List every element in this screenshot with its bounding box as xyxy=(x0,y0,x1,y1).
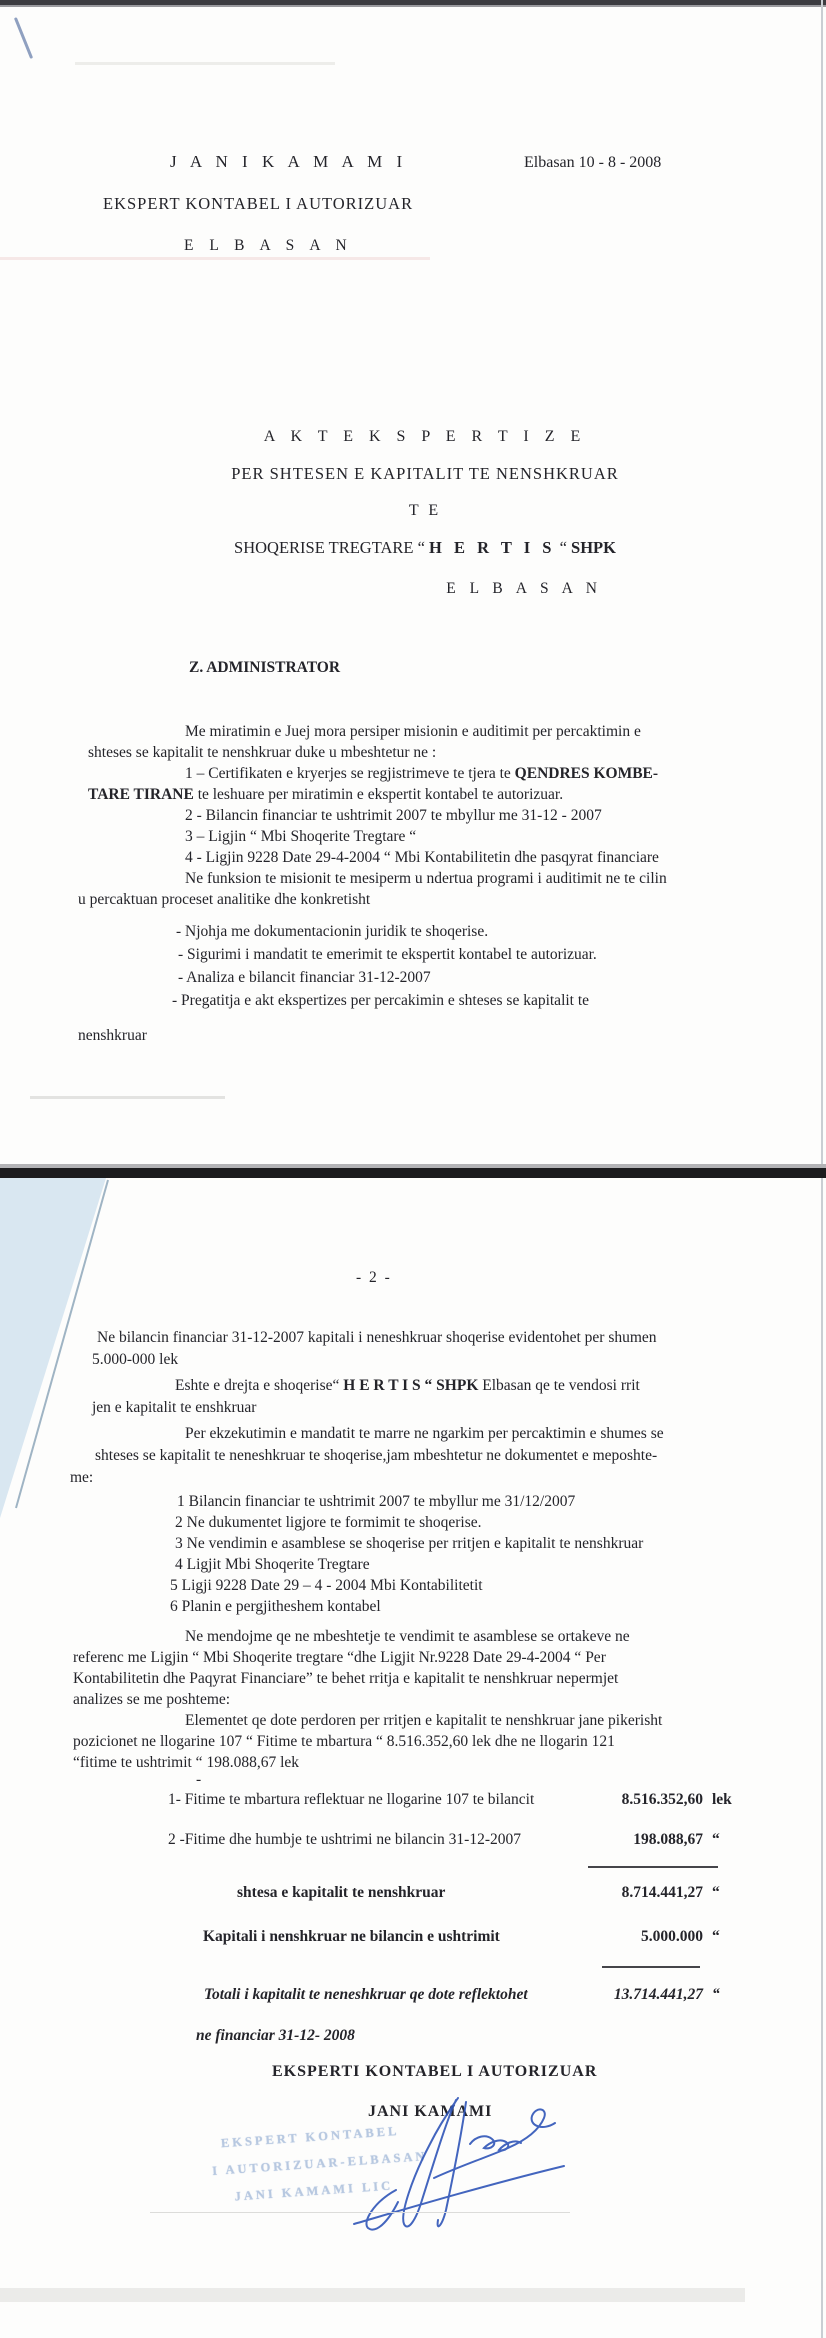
note-line-2: u percaktuan proceset analitike dhe konkretisht xyxy=(78,891,371,908)
title-line-3: T E xyxy=(408,502,442,519)
title-company-pre: SHOQERISE TREGTARE “ xyxy=(234,538,430,557)
company-suffix: SHPK xyxy=(571,538,616,557)
signoff-title: EKSPERTI KONTABEL I AUTORIZUAR xyxy=(272,2063,598,2080)
p2-para2-line-1 xyxy=(175,1376,640,1396)
item-1-text: 1 – Certifikaten e kryerjes se regjistrimeve te tjera te xyxy=(185,765,515,782)
doc-list-item-4: 4 Ligjit Mbi Shoqerite Tregtare xyxy=(175,1556,370,1573)
p2-para2-line-2: jen e kapitalit te enshkruar xyxy=(92,1399,257,1416)
amount-row-label: 1- Fitime te mbartura reflektuar ne llogarine 107 te bilancit xyxy=(168,1791,535,1808)
title-line-5: E L B A S A N xyxy=(446,580,602,597)
bullet-3: - Analiza e bilancit financiar 31-12-2007 xyxy=(178,969,431,986)
list-dash: - xyxy=(196,1771,202,1788)
sum-rule xyxy=(588,1866,718,1868)
amount-unit: lek xyxy=(712,1791,732,1808)
page-number: - 2 - xyxy=(356,1269,392,1286)
amount-row-capital-increase xyxy=(0,1884,826,1906)
title-company-mid: “ xyxy=(555,538,572,557)
item-1-line-2 xyxy=(88,785,563,805)
title-line-2: PER SHTESEN E KAPITALIT TE NENSHKRUAR xyxy=(231,464,619,483)
amount-row-retained-earnings xyxy=(0,1791,826,1813)
amount-row-label: Kapitali i nenshkruar ne bilancin e ushtrimit xyxy=(203,1928,500,1945)
signoff-name: JANI KAMAMI xyxy=(368,2103,493,2120)
amount-row-profit-loss xyxy=(0,1831,826,1853)
p2-para3-line-1: Per ekzekutimin e mandatit te marre ne ngarkim per percaktimin e shumes se xyxy=(185,1425,664,1442)
scan-top-edge-shadow xyxy=(0,5,826,7)
amount-row-total-capital xyxy=(0,1986,826,2008)
p2-para5-line-3: “fitime te ushtrimit “ 198.088,67 lek xyxy=(73,1754,299,1771)
item-3: 3 – Ligjin “ Mbi Shoqerite Tregtare “ xyxy=(185,828,417,845)
scan-streak xyxy=(75,62,335,65)
amount-row-label: 2 -Fitime dhe humbje te ushtrimi ne bilancin 31-12-2007 xyxy=(168,1831,521,1848)
amount-unit: “ xyxy=(712,1928,720,1945)
p2-para1-line-1: Ne bilancin financiar 31-12-2007 kapitali i neneshkruar shoqerise evidentohet per shumen xyxy=(97,1329,657,1346)
sum-rule xyxy=(602,1966,700,1968)
signature xyxy=(338,2082,578,2242)
amount-row-subscribed-capital xyxy=(0,1928,826,1950)
intro-line-2: shteses se kapitalit te nenshkruar duke u mbeshtetur ne : xyxy=(88,744,437,761)
p2-company-name: H E R T I S “ SHPK xyxy=(343,1377,479,1394)
p2-para1-line-2: 5.000-000 lek xyxy=(92,1351,179,1368)
company-name: H E R T I S xyxy=(429,538,556,557)
scan-streak xyxy=(150,2212,570,2213)
amount-unit: “ xyxy=(712,1986,720,2003)
title-line-4 xyxy=(200,538,650,558)
letterhead-role: EKSPERT KONTABEL I AUTORIZUAR xyxy=(103,194,414,213)
p2-para4-line-4: analizes se me poshteme: xyxy=(73,1691,231,1708)
page-separator xyxy=(0,1168,826,1178)
amount-unit: “ xyxy=(712,1831,720,1848)
amount-row-label: shtesa e kapitalit te nenshkruar xyxy=(237,1884,446,1901)
scan-streak-pink xyxy=(0,257,430,260)
bullet-2: - Sigurimi i mandatit te emerimit te ekspertit kontabel te autorizuar. xyxy=(178,946,597,963)
p2-para3-line-2: shteses se kapitalit te neneshkruar te shoqerise,jam mbeshtetur ne dokumentet e meposhte- xyxy=(95,1447,658,1464)
amount-value: 13.714.441,27 xyxy=(613,1986,703,2003)
doc-list-item-6: 6 Planin e pergjitheshem kontabel xyxy=(170,1598,381,1615)
pen-mark xyxy=(14,17,33,59)
doc-list-item-5: 5 Ligji 9228 Date 29 – 4 - 2004 Mbi Kontabilitetit xyxy=(170,1577,483,1594)
document-title-block xyxy=(200,428,650,598)
amount-value: 5.000.000 xyxy=(641,1928,703,1945)
stamp-line-1: EKSPERT KONTABEL xyxy=(220,2123,400,2151)
doc-list-item-2: 2 Ne dukumentet ligjore te formimit te shoqerise. xyxy=(175,1514,482,1531)
p2-para4-line-3: Kontabilitetin dhe Paqyrat Financiare” te behet rritja e kapitalit te nenshkruar nepermjet xyxy=(73,1670,619,1687)
p2-para4-line-1: Ne mendojme qe ne mbeshtetje te vendimit te asamblese se ortakeve ne xyxy=(185,1628,630,1645)
item-1-bold-cont: TARE TIRANE xyxy=(88,786,194,803)
p2-para2-post: Elbasan qe te vendosi rrit xyxy=(478,1377,640,1394)
item-1-text-cont: te leshuare per miratimin e ekspertit kontabel te autorizuar. xyxy=(193,786,564,803)
item-1-line-1 xyxy=(185,764,658,784)
p2-para2-pre: Eshte e drejta e shoqerise“ xyxy=(175,1377,344,1394)
amount-value: 8.714.441,27 xyxy=(621,1884,703,1901)
item-2: 2 - Bilancin financiar te ushtrimit 2007 te mbyllur me 31-12 - 2007 xyxy=(185,807,602,824)
amount-unit: “ xyxy=(712,1884,720,1901)
note-line-1: Ne funksion te misionit te mesiperm u ndertua programi i auditimit ne te cilin xyxy=(185,870,667,887)
amount-value: 198.088,67 xyxy=(633,1831,703,1848)
salutation: Z. ADMINISTRATOR xyxy=(189,659,341,676)
bullet-4-cont: nenshkruar xyxy=(78,1027,147,1044)
stamp-line-2: I AUTORIZUAR-ELBASAN xyxy=(211,2148,428,2178)
scan-streak xyxy=(30,1096,225,1099)
doc-list-item-1: 1 Bilancin financiar te ushtrimit 2007 te mbyllur me 31/12/2007 xyxy=(177,1493,576,1510)
totals-note: ne financiar 31-12- 2008 xyxy=(196,2027,355,2044)
p2-para4-line-2: referenc me Ligjin “ Mbi Shoqerite tregtare “dhe Ligjit Nr.9228 Date 29-4-2004 “ Per xyxy=(73,1649,606,1666)
doc-list-item-3: 3 Ne vendimin e asamblese se shoqerise per rritjen e kapitalit te nenshkruar xyxy=(175,1535,644,1552)
item-4: 4 - Ligjin 9228 Date 29-4-2004 “ Mbi Kontabilitetin dhe pasqyrat financiare xyxy=(185,849,659,866)
p2-para5-line-2: pozicionet ne llogarine 107 “ Fitime te mbartura “ 8.516.352,60 lek dhe ne llogarin 121 xyxy=(73,1733,615,1750)
item-1-bold: QENDRES KOMBE- xyxy=(514,765,659,782)
letterhead-name: J A N I K A M A M I xyxy=(170,152,408,171)
scan-bottom-band xyxy=(0,2288,745,2302)
letterhead-place-date: Elbasan 10 - 8 - 2008 xyxy=(524,154,662,171)
bullet-4: - Pregatitja e akt ekspertizes per percakimin e shteses se kapitalit te xyxy=(172,992,590,1009)
p2-para3-line-3: me: xyxy=(70,1469,94,1486)
intro-line-1: Me miratimin e Juej mora persiper misionin e auditimit per percaktimin e xyxy=(185,723,641,740)
p2-para5-line-1: Elementet qe dote perdoren per rritjen e kapitalit te nenshkruar jane pikerisht xyxy=(185,1712,663,1729)
title-line-1: A K T E K S P E R T I Z E xyxy=(263,428,587,445)
amount-value: 8.516.352,60 xyxy=(621,1791,703,1808)
letterhead-city: E L B A S A N xyxy=(184,237,353,254)
stamp-line-3: JANI KAMAMI LIC xyxy=(234,2178,394,2204)
bullet-1: - Njohja me dokumentacionin juridik te shoqerise. xyxy=(176,923,489,940)
amount-row-label: Totali i kapitalit te neneshkruar qe dote reflektohet xyxy=(204,1986,528,2003)
